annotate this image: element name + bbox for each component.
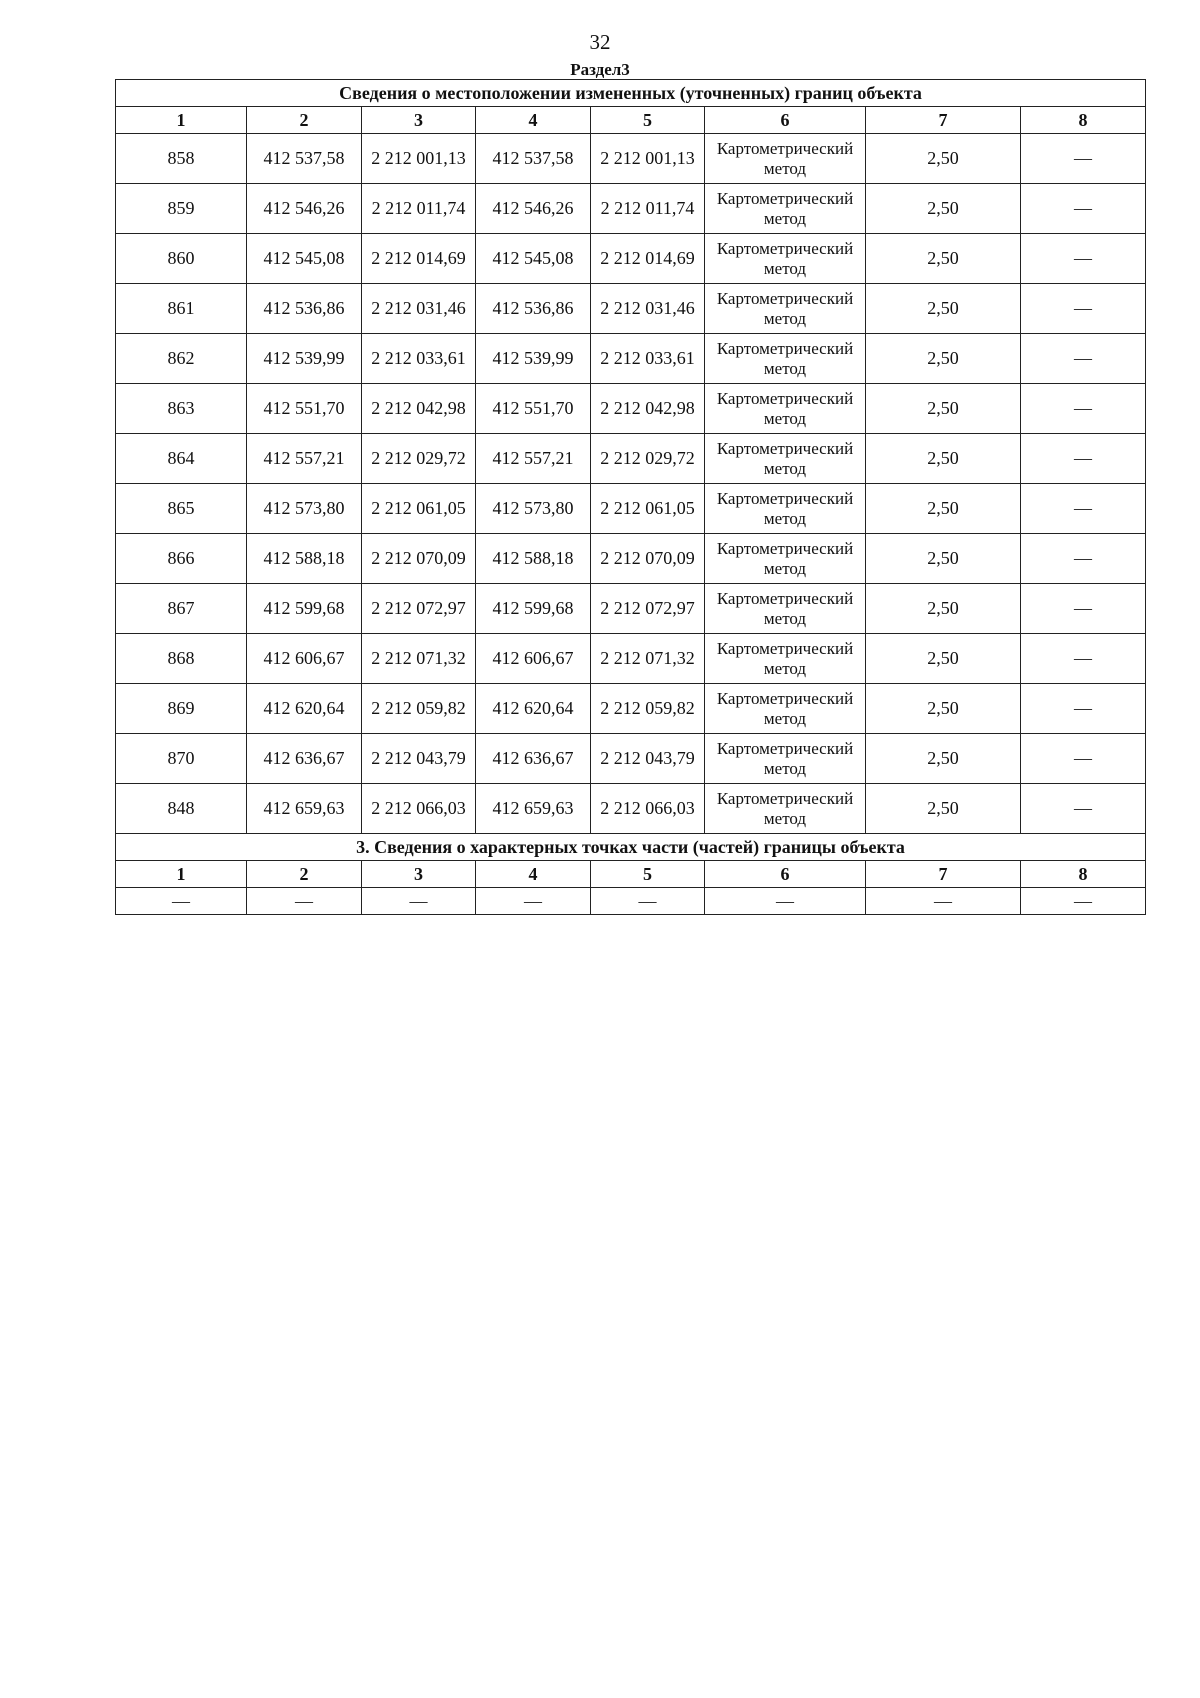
- column-number-cell: 3: [362, 861, 476, 888]
- table-cell: 863: [116, 384, 247, 434]
- table-cell: —: [1021, 784, 1146, 834]
- table-cell: 412 588,18: [476, 534, 591, 584]
- column-number-cell: 8: [1021, 861, 1146, 888]
- table-cell: Картометрический метод: [705, 584, 866, 634]
- column-number-cell: 1: [116, 861, 247, 888]
- table-cell: 412 599,68: [476, 584, 591, 634]
- table-cell: —: [591, 888, 705, 915]
- table-cell: Картометрический метод: [705, 334, 866, 384]
- table-cell: —: [705, 888, 866, 915]
- table-row: [116, 434, 1146, 484]
- table1-caption: [116, 80, 1146, 107]
- table-row: [116, 634, 1146, 684]
- table-cell: 2 212 071,32: [362, 634, 476, 684]
- table-cell: Картометрический метод: [705, 784, 866, 834]
- table-cell: 859: [116, 184, 247, 234]
- table-cell: 2,50: [866, 134, 1021, 184]
- table-cell: 860: [116, 234, 247, 284]
- table-cell: 2 212 066,03: [362, 784, 476, 834]
- table-cell: Картометрический метод: [705, 534, 866, 584]
- table-cell: 412 620,64: [476, 684, 591, 734]
- table-cell: 2 212 061,05: [362, 484, 476, 534]
- table2-caption-text: 3. Сведения о характерных точках части (частей) границы объекта: [116, 834, 1146, 861]
- table-cell: Картометрический метод: [705, 684, 866, 734]
- table-cell: —: [1021, 734, 1146, 784]
- table-cell: —: [1021, 184, 1146, 234]
- table-cell: 2 212 001,13: [591, 134, 705, 184]
- table-row: [116, 384, 1146, 434]
- table2-column-numbers: [116, 861, 1146, 888]
- table-cell: Картометрический метод: [705, 484, 866, 534]
- table-cell: 869: [116, 684, 247, 734]
- table-cell: 2 212 033,61: [362, 334, 476, 384]
- table-cell: —: [116, 888, 247, 915]
- table-cell: —: [247, 888, 362, 915]
- table-cell: 864: [116, 434, 247, 484]
- table-cell: 412 551,70: [476, 384, 591, 434]
- table-cell: 412 573,80: [476, 484, 591, 534]
- table-cell: 2 212 029,72: [591, 434, 705, 484]
- column-number-cell: 7: [866, 107, 1021, 134]
- table-cell: 2 212 031,46: [591, 284, 705, 334]
- column-number-cell: 5: [591, 107, 705, 134]
- section-title: Раздел3: [570, 60, 630, 79]
- table-cell: 412 536,86: [476, 284, 591, 334]
- table-cell: 2 212 070,09: [591, 534, 705, 584]
- table-cell: 2 212 043,79: [591, 734, 705, 784]
- column-number-cell: 4: [476, 107, 591, 134]
- column-number-cell: 6: [705, 861, 866, 888]
- table-cell: 866: [116, 534, 247, 584]
- column-number-cell: 4: [476, 861, 591, 888]
- column-number-cell: 2: [247, 861, 362, 888]
- table-cell: 2 212 066,03: [591, 784, 705, 834]
- table-cell: Картометрический метод: [705, 134, 866, 184]
- table-cell: 2,50: [866, 334, 1021, 384]
- table-cell: 412 636,67: [476, 734, 591, 784]
- table-row: [116, 534, 1146, 584]
- table-cell: 2 212 001,13: [362, 134, 476, 184]
- table-cell: 2 212 070,09: [362, 534, 476, 584]
- table-row: [116, 334, 1146, 384]
- column-number-cell: 2: [247, 107, 362, 134]
- table-row: [116, 684, 1146, 734]
- column-number-cell: 3: [362, 107, 476, 134]
- table1-caption-text: Сведения о местоположении измененных (уточненных) границ объекта: [116, 80, 1146, 107]
- table-cell: —: [1021, 234, 1146, 284]
- column-number-cell: 8: [1021, 107, 1146, 134]
- table-cell: 2 212 042,98: [362, 384, 476, 434]
- table-cell: Картометрический метод: [705, 384, 866, 434]
- table-cell: —: [1021, 534, 1146, 584]
- table-cell: —: [1021, 584, 1146, 634]
- page-number: 32: [589, 30, 611, 54]
- table-cell: —: [1021, 134, 1146, 184]
- table-cell: Картометрический метод: [705, 734, 866, 784]
- table-cell: 2,50: [866, 634, 1021, 684]
- table-cell: 2 212 071,32: [591, 634, 705, 684]
- table-cell: —: [476, 888, 591, 915]
- table-cell: 2 212 061,05: [591, 484, 705, 534]
- table-row: [116, 734, 1146, 784]
- table-cell: 412 659,63: [247, 784, 362, 834]
- table-cell: 2 212 014,69: [362, 234, 476, 284]
- table-cell: 2,50: [866, 684, 1021, 734]
- table-cell: 412 588,18: [247, 534, 362, 584]
- table-cell: 848: [116, 784, 247, 834]
- table-cell: 2,50: [866, 434, 1021, 484]
- table-cell: 412 539,99: [247, 334, 362, 384]
- table-cell: 412 551,70: [247, 384, 362, 434]
- table-row: [116, 134, 1146, 184]
- table-cell: 2 212 031,46: [362, 284, 476, 334]
- table-cell: 412 659,63: [476, 784, 591, 834]
- table-cell: 2 212 042,98: [591, 384, 705, 434]
- table-cell: 2 212 014,69: [591, 234, 705, 284]
- table-cell: 412 557,21: [247, 434, 362, 484]
- table-cell: —: [1021, 484, 1146, 534]
- table-cell: 867: [116, 584, 247, 634]
- table-cell: 868: [116, 634, 247, 684]
- table-cell: 412 536,86: [247, 284, 362, 334]
- table-cell: 2,50: [866, 384, 1021, 434]
- table-cell: 412 620,64: [247, 684, 362, 734]
- table1-column-numbers: [116, 107, 1146, 134]
- table-cell: —: [1021, 634, 1146, 684]
- table-cell: Картометрический метод: [705, 234, 866, 284]
- table-cell: 412 606,67: [476, 634, 591, 684]
- table-row: [116, 284, 1146, 334]
- table-cell: 2 212 029,72: [362, 434, 476, 484]
- table-cell: 412 546,26: [247, 184, 362, 234]
- table-cell: —: [1021, 384, 1146, 434]
- table-cell: 2,50: [866, 484, 1021, 534]
- table-cell: 2,50: [866, 234, 1021, 284]
- table-cell: 2,50: [866, 734, 1021, 784]
- table-cell: 2 212 059,82: [591, 684, 705, 734]
- table-cell: 2,50: [866, 284, 1021, 334]
- column-number-cell: 1: [116, 107, 247, 134]
- table-row: [116, 234, 1146, 284]
- table-cell: 2,50: [866, 184, 1021, 234]
- table-cell: 412 557,21: [476, 434, 591, 484]
- column-number-cell: 6: [705, 107, 866, 134]
- table-row: [116, 484, 1146, 534]
- table-cell: 412 537,58: [476, 134, 591, 184]
- table-cell: 412 539,99: [476, 334, 591, 384]
- table-cell: 412 606,67: [247, 634, 362, 684]
- table-cell: —: [866, 888, 1021, 915]
- table-cell: 2 212 072,97: [362, 584, 476, 634]
- table-row: [116, 184, 1146, 234]
- table-cell: 865: [116, 484, 247, 534]
- table-cell: 412 636,67: [247, 734, 362, 784]
- column-number-cell: 5: [591, 861, 705, 888]
- table-cell: —: [1021, 334, 1146, 384]
- table-cell: 412 545,08: [247, 234, 362, 284]
- table-cell: 862: [116, 334, 247, 384]
- table-cell: Картометрический метод: [705, 434, 866, 484]
- table-cell: 2 212 033,61: [591, 334, 705, 384]
- table-cell: 2,50: [866, 784, 1021, 834]
- table-cell: 412 546,26: [476, 184, 591, 234]
- table-row: [116, 888, 1146, 915]
- table-cell: 412 599,68: [247, 584, 362, 634]
- table-cell: 2 212 011,74: [362, 184, 476, 234]
- boundary-points-table: [115, 79, 1146, 915]
- table-cell: 858: [116, 134, 247, 184]
- table-cell: 2,50: [866, 534, 1021, 584]
- table-cell: 2 212 072,97: [591, 584, 705, 634]
- table-cell: 412 537,58: [247, 134, 362, 184]
- table-cell: —: [1021, 684, 1146, 734]
- table-cell: 2 212 011,74: [591, 184, 705, 234]
- table-row: [116, 584, 1146, 634]
- table-cell: 412 573,80: [247, 484, 362, 534]
- table-cell: Картометрический метод: [705, 184, 866, 234]
- column-number-cell: 7: [866, 861, 1021, 888]
- table-cell: —: [362, 888, 476, 915]
- table-cell: 2 212 059,82: [362, 684, 476, 734]
- table-cell: Картометрический метод: [705, 634, 866, 684]
- table-cell: —: [1021, 434, 1146, 484]
- table-cell: —: [1021, 888, 1146, 915]
- table-cell: Картометрический метод: [705, 284, 866, 334]
- table-cell: 412 545,08: [476, 234, 591, 284]
- table-row: [116, 784, 1146, 834]
- table2-caption: [116, 834, 1146, 861]
- table-cell: 2 212 043,79: [362, 734, 476, 784]
- table-cell: —: [1021, 284, 1146, 334]
- table-cell: 870: [116, 734, 247, 784]
- table-cell: 861: [116, 284, 247, 334]
- table-cell: 2,50: [866, 584, 1021, 634]
